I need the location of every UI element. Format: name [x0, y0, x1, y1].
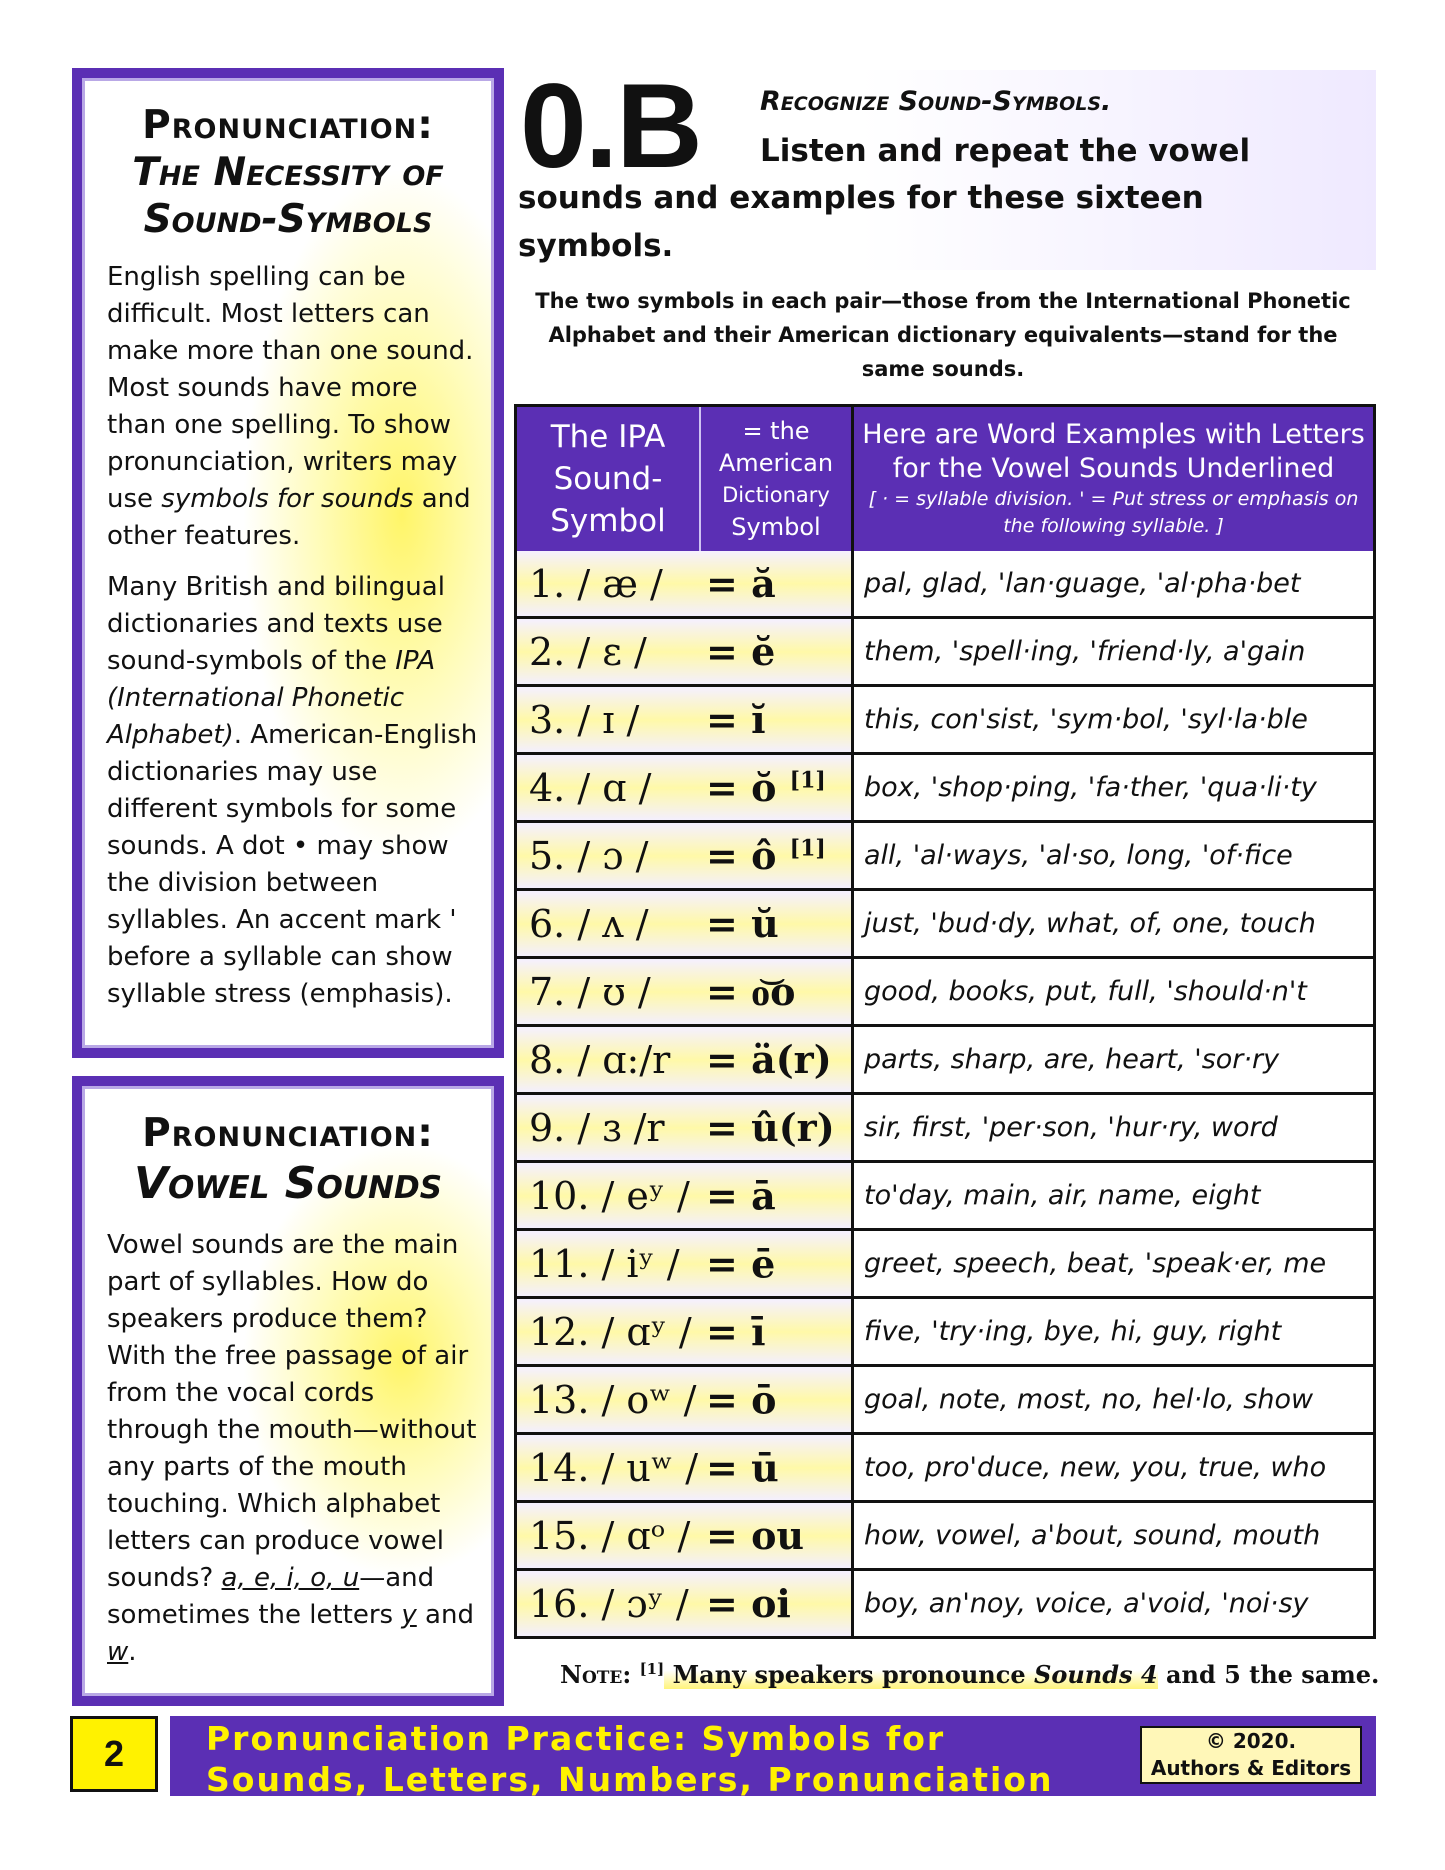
- word-examples-cell: this, con'sist, 'sym·bol, 'syl·la·ble: [853, 686, 1375, 754]
- header-examples-l2: for the Vowel Sounds Underlined: [892, 453, 1335, 484]
- dictionary-symbol: = oi: [706, 1581, 791, 1626]
- box1-p1-text-end: and other features.: [107, 484, 471, 552]
- table-row: [516, 1162, 1375, 1230]
- table-row: [516, 551, 1375, 618]
- box2-title: [97, 1111, 479, 1211]
- table-row: [516, 618, 1375, 686]
- word-examples-cell: box, 'shop·ping, 'fa·ther, 'qua·li·ty: [853, 754, 1375, 822]
- word-examples-cell: them, 'spell·ing, 'friend·ly, a'gain: [853, 618, 1375, 686]
- lesson-subtitle: Recognize Sound-Symbols.: [760, 86, 1112, 117]
- ipa-symbol-cell: 14. / uʷ /: [516, 1434, 701, 1502]
- table-row: [516, 1570, 1375, 1638]
- table-row: [516, 1366, 1375, 1434]
- dictionary-symbol: = ou: [706, 1513, 805, 1558]
- ipa-symbol-cell: 7. / ʊ /: [516, 958, 701, 1026]
- dictionary-symbol: = û(r): [706, 1105, 835, 1150]
- vowel-symbol-table: [514, 404, 1376, 1639]
- dictionary-symbol: = ô: [706, 833, 777, 878]
- ipa-symbol-cell: 1. / æ /: [516, 551, 701, 618]
- page-number: 2: [70, 1716, 158, 1792]
- dictionary-symbol-cell: [700, 754, 853, 822]
- box2-end: .: [128, 1636, 137, 1667]
- box2-letter-w: w: [107, 1636, 129, 1667]
- header-dict-l2: American: [718, 449, 834, 477]
- box2-title-line2: Vowel Sounds: [133, 1157, 443, 1209]
- header-dict-l4: Symbol: [731, 513, 821, 541]
- word-examples-cell: boy, an'noy, voice, a'void, 'noi·sy: [853, 1570, 1375, 1638]
- box1-p2-text-end: . American-English dictionaries may use different symbols for some sounds. A dot • may show the division between syllables. An accent mark ' before a syllable can show syllable stress (emphasis).: [107, 720, 478, 1010]
- header-word-examples: [853, 406, 1375, 552]
- footnote-ref: [1]: [639, 1660, 665, 1678]
- box1-title-line1: Pronunciation:: [142, 103, 434, 148]
- word-examples-cell: how, vowel, a'bout, sound, mouth: [853, 1502, 1375, 1570]
- dictionary-symbol-cell: [700, 1230, 853, 1298]
- dictionary-symbol-cell: [700, 1502, 853, 1570]
- dictionary-symbol: = ă: [706, 561, 776, 606]
- dictionary-symbol: = ĕ: [706, 629, 776, 674]
- dictionary-symbol-cell: [700, 686, 853, 754]
- dictionary-symbol: = ū: [706, 1445, 779, 1490]
- dictionary-symbol: = ē: [706, 1241, 776, 1286]
- word-examples-cell: good, books, put, full, 'should·n't: [853, 958, 1375, 1026]
- footnote-label: Note:: [560, 1660, 632, 1689]
- lesson-number: 0.B: [520, 59, 701, 193]
- dictionary-symbol-cell: [700, 551, 853, 618]
- table-row: [516, 686, 1375, 754]
- footnote-marker: [1]: [789, 835, 826, 862]
- box2-text-mid: —and sometimes the letters: [107, 1562, 435, 1630]
- word-examples-cell: sir, first, 'per·son, 'hur·ry, word: [853, 1094, 1375, 1162]
- dictionary-symbol-cell: [700, 1366, 853, 1434]
- header-examples-note: [ · = syllable division. ' = Put stress or emphasis on the following syllable. ]: [868, 488, 1359, 537]
- ipa-symbol-cell: 12. / ɑʸ /: [516, 1298, 701, 1366]
- dictionary-symbol-cell: [700, 958, 853, 1026]
- table-row: [516, 1434, 1375, 1502]
- header-ipa-l1: The IPA: [550, 419, 666, 455]
- table-row: [516, 1026, 1375, 1094]
- word-examples-cell: five, 'try·ing, bye, hi, guy, right: [853, 1298, 1375, 1366]
- footnote-emphasis: Sounds 4: [1034, 1660, 1158, 1689]
- word-examples-cell: just, 'bud·dy, what, of, one, touch: [853, 890, 1375, 958]
- footer-title-line2: Sounds, Letters, Numbers, Pronunciation: [206, 1760, 1054, 1799]
- dictionary-symbol: = ī: [706, 1309, 766, 1354]
- table-row: [516, 890, 1375, 958]
- box2-letter-y: y: [401, 1599, 417, 1630]
- box1-title: [97, 103, 479, 243]
- box1-p1-emphasis: symbols for sounds: [161, 484, 414, 515]
- word-examples-cell: too, pro'duce, new, you, true, who: [853, 1434, 1375, 1502]
- header-dictionary-symbol: [700, 406, 853, 552]
- box2-paragraph: [107, 1227, 479, 1671]
- dictionary-symbol: = o͝o: [706, 968, 796, 1014]
- footer-title-line1: Pronunciation Practice: Symbols for: [206, 1719, 946, 1758]
- table-row: [516, 1094, 1375, 1162]
- dictionary-symbol-cell: [700, 1434, 853, 1502]
- copyright-line2: Authors & Editors: [1150, 1756, 1352, 1780]
- dictionary-symbol-cell: [700, 1094, 853, 1162]
- instruction-line-1: Listen and repeat the vowel: [760, 133, 1251, 169]
- box1-p1-text: English spelling can be difficult. Most letters can make more than one sound. Most sounds have more than one spelling. To show pronunciation, writers may use: [107, 262, 474, 515]
- dictionary-symbol: = ŏ: [706, 765, 777, 810]
- box1-p2-text: Many British and bilingual dictionaries and texts use sound-symbols of the: [107, 572, 445, 677]
- instruction-line-3: symbols.: [518, 228, 674, 264]
- table-row: [516, 822, 1375, 890]
- dictionary-symbol-cell: [700, 1162, 853, 1230]
- ipa-symbol-cell: 3. / ɪ /: [516, 686, 701, 754]
- dictionary-symbol-cell: [700, 1298, 853, 1366]
- table-row: [516, 1230, 1375, 1298]
- word-examples-cell: parts, sharp, are, heart, 'sor·ry: [853, 1026, 1375, 1094]
- footer-title: [206, 1718, 1053, 1800]
- explanation-text: The two symbols in each pair—those from the International Phonetic Alphabet and their American dictionary equivalents—stand for the same sounds.: [535, 289, 1351, 381]
- sidebar-box-inner: [82, 78, 494, 1048]
- ipa-symbol-cell: 15. / ɑᵒ /: [516, 1502, 701, 1570]
- box1-title-line3: Sound-Symbols: [143, 196, 433, 242]
- sidebar-box-inner: [82, 1086, 494, 1696]
- ipa-symbol-cell: 5. / ɔ /: [516, 822, 701, 890]
- table-row: [516, 958, 1375, 1026]
- header-dict-l1: = the: [742, 417, 810, 445]
- header-ipa-l3: Symbol: [550, 503, 666, 539]
- dictionary-symbol-cell: [700, 890, 853, 958]
- ipa-symbol-cell: 9. / ɜ /r: [516, 1094, 701, 1162]
- dictionary-symbol: = ĭ: [706, 697, 766, 742]
- box2-vowel-letters: a, e, i, o, u: [221, 1562, 360, 1593]
- header-ipa-symbol: [516, 406, 701, 552]
- copyright-box: [1140, 1726, 1362, 1784]
- table-row: [516, 1298, 1375, 1366]
- box2-title-line1: Pronunciation:: [142, 1111, 434, 1156]
- footnote: [560, 1660, 1379, 1689]
- ipa-symbol-cell: 13. / oʷ /: [516, 1366, 701, 1434]
- ipa-symbol-cell: 2. / ɛ /: [516, 618, 701, 686]
- box1-paragraph2: [107, 569, 479, 1013]
- header-ipa-l2: Sound-: [553, 461, 663, 497]
- ipa-symbol-cell: 6. / ʌ /: [516, 890, 701, 958]
- box1-title-line2: The Necessity of: [132, 149, 444, 195]
- table-body: [516, 551, 1375, 1638]
- footnote-text-end: and 5 the same.: [1157, 1660, 1380, 1689]
- table-row: [516, 754, 1375, 822]
- dictionary-symbol: = ŭ: [706, 901, 779, 946]
- ipa-symbol-cell: 8. / ɑ:/r: [516, 1026, 701, 1094]
- header-examples-l1: Here are Word Examples with Letters: [862, 419, 1365, 450]
- dictionary-symbol-cell: [700, 618, 853, 686]
- word-examples-cell: all, 'al·ways, 'al·so, long, 'of·fice: [853, 822, 1375, 890]
- box1-paragraph1: [107, 259, 479, 555]
- table-row: [516, 1502, 1375, 1570]
- ipa-symbol-cell: 16. / ɔʸ /: [516, 1570, 701, 1638]
- word-examples-cell: goal, note, most, no, hel·lo, show: [853, 1366, 1375, 1434]
- box2-and: and: [416, 1599, 474, 1630]
- ipa-symbol-cell: 4. / ɑ /: [516, 754, 701, 822]
- footnote-text: Many speakers pronounce: [664, 1660, 1034, 1689]
- sidebar-box-vowel-sounds: [72, 1076, 504, 1706]
- dictionary-symbol: = ā: [706, 1173, 776, 1218]
- copyright-line1: © 2020.: [1205, 1729, 1297, 1753]
- word-examples-cell: to'day, main, air, name, eight: [853, 1162, 1375, 1230]
- box1-p2-emphasis: IPA (International Phonetic Alphabet): [107, 646, 436, 751]
- dictionary-symbol-cell: [700, 822, 853, 890]
- dictionary-symbol: = ō: [706, 1377, 777, 1422]
- word-examples-cell: pal, glad, 'lan·guage, 'al·pha·bet: [853, 551, 1375, 618]
- box2-text: Vowel sounds are the main part of syllables. How do speakers produce them? With the free passage of air from the vocal cords through the mouth—without any parts of the mouth touching. Which alphabet letters can produce vowel sounds?: [107, 1229, 477, 1593]
- footnote-marker: [1]: [789, 767, 826, 794]
- dictionary-symbol: = ä(r): [706, 1037, 832, 1082]
- header-dict-l3: Dictionary: [722, 483, 830, 507]
- table-header-row: [516, 406, 1375, 552]
- ipa-symbol-cell: 10. / eʸ /: [516, 1162, 701, 1230]
- instruction-line-2: sounds and examples for these sixteen: [518, 180, 1204, 216]
- dictionary-symbol-cell: [700, 1026, 853, 1094]
- sidebar-box-sound-symbols: [72, 68, 504, 1058]
- dictionary-symbol-cell: [700, 1570, 853, 1638]
- ipa-symbol-cell: 11. / iʸ /: [516, 1230, 701, 1298]
- word-examples-cell: greet, speech, beat, 'speak·er, me: [853, 1230, 1375, 1298]
